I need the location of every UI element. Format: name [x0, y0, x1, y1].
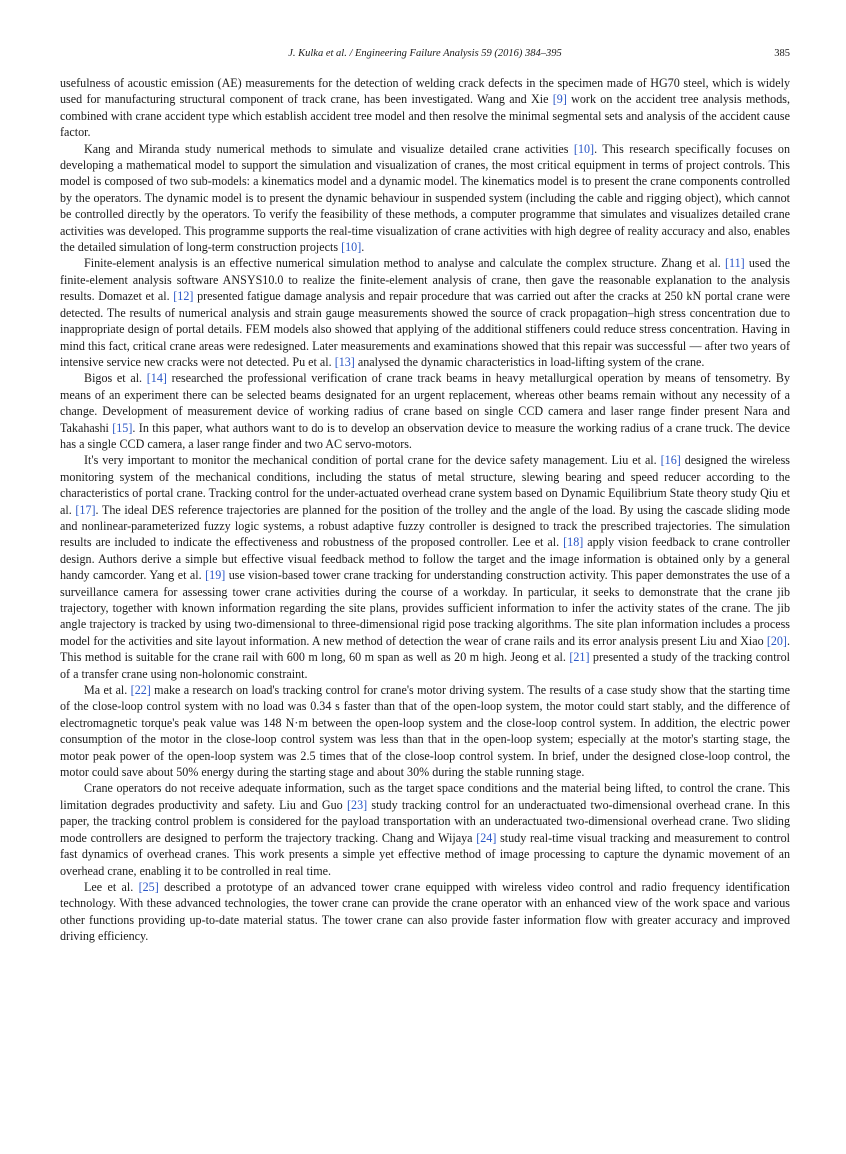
paragraph-text: Kang and Miranda study numerical methods to simulate and visualize detailed crane activities [84, 141, 574, 156]
paragraph-text: . In this paper, what authors want to do is to develop an observation device to measure the working radius of a crane truck. The device has a single CCD camera, a laser range finder and two AC servo-motors. [60, 420, 790, 451]
paragraph-text: analysed the dynamic characteristics in load-lifting system of the crane. [354, 354, 705, 369]
paragraph-text: work on the accident tree analysis methods, combined with crane accident type which establish accident tree model and then resolve the minimal segmental sets and analysis of the accident cause factor. [60, 92, 790, 140]
reference-link[interactable]: [18] [563, 535, 584, 550]
paragraph-text: described a prototype of an advanced tower crane equipped with wireless video control and radio frequency identification technology. With these advanced technologies, the tower crane can provide the crane operator with an enhanced view of the work space and various other functions providing up-to-date material status. The tower crane can also provide faster information flow with greater accuracy and improved driving efficiency. [60, 879, 790, 944]
paragraph-text: . The ideal DES reference trajectories are planned for the position of the trolley and the angle of the load. By using the cascade sliding mode and nonlinear-parameterized fuzzy logic systems, a robust adaptive fuzzy controller is designed to track the prescribed trajectories. The simulation results are included to indicate the effectiveness and robustness of the proposed controller. Lee et al. [60, 502, 790, 550]
paragraph-text: researched the professional verification of crane track beams in heavy metallurgical operation by means of tensometry. By means of an experiment there can be selected beams designated for an urgent replacement, whereas other beams remain without any necessity of a change. Development of measurement device of working radius of crane based on single CCD camera and laser range finder present Nara and Takahashi [60, 371, 790, 435]
reference-link[interactable]: [15] [112, 420, 133, 435]
body-paragraph [60, 780, 790, 878]
reference-link[interactable]: [24] [476, 830, 497, 845]
paragraph-text: used the finite-element analysis software ANSYS10.0 to realize the finite-element analysis of crane, then gave the reasonable explanation to the analysis results. Domazet et al. [60, 256, 790, 304]
reference-link[interactable]: [20] [766, 633, 787, 648]
body-paragraph [60, 682, 790, 780]
reference-link[interactable]: [17] [75, 502, 96, 517]
reference-link[interactable]: [13] [334, 354, 355, 369]
paragraph-text: Lee et al. [84, 879, 139, 894]
reference-link[interactable]: [21] [569, 650, 590, 665]
paragraph-text: study real-time visual tracking and measurement to control fast dynamics of overhead cranes. This work presents a simple yet effective method of image processing to capture the dynamic movement of an overhead crane, enabling it to be controlled in real time. [60, 830, 790, 878]
running-head [60, 48, 790, 64]
reference-link[interactable]: [11] [725, 256, 745, 271]
reference-link[interactable]: [25] [138, 879, 159, 894]
paragraph-text: use vision-based tower crane tracking for understanding construction activity. This paper demonstrates the use of a surveillance camera for assessing tower crane activities during the course of a workday. In particular, it seeks to demonstrate that the crane jib trajectory, together with known information regarding the site plans, provides sufficient information to infer the activity states of the crane. The jib angle trajectory is tracked by using two-dimensional to three-dimensional rigid pose tracking algorithms. The site plan information includes a process model for the activities and site layout information. A new method of detection the wear of crane rails and its error analysis present Liu and Xiao [60, 568, 790, 648]
body-paragraph [60, 879, 790, 945]
body-paragraph [60, 255, 790, 370]
reference-link[interactable]: [12] [173, 289, 194, 304]
paragraph-text: . [361, 240, 365, 255]
reference-link[interactable]: [10] [341, 240, 362, 255]
paragraph-text: It's very important to monitor the mechanical condition of portal crane for the device safety management. Liu et al. [84, 453, 661, 468]
page-number: 385 [774, 48, 790, 59]
paragraph-text: Bigos et al. [84, 371, 147, 386]
journal-citation: J. Kulka et al. / Engineering Failure Analysis 59 (2016) 384–395 [288, 48, 562, 59]
paragraph-text: Finite-element analysis is an effective numerical simulation method to analyse and calculate the complex structure. Zhang et al. [84, 256, 725, 271]
reference-link[interactable]: [22] [130, 683, 151, 698]
body-paragraph [60, 370, 790, 452]
reference-link[interactable]: [10] [573, 141, 595, 156]
body-paragraph [60, 141, 790, 256]
body-paragraph [60, 75, 790, 141]
paragraph-text: Ma et al. [84, 683, 131, 698]
paragraph-text: study tracking control for an underactuated two-dimensional overhead crane. In this paper, the tracking control problem is considered for the payload transportation with an underactuated two-dimensional overhead crane. Two sliding mode controllers are designed to perform the trajectory tracking. Chang and Wijaya [60, 797, 790, 845]
reference-link[interactable]: [9] [552, 92, 567, 107]
paragraph-text: presented fatigue damage analysis and repair procedure that was carried out after the cracks at 250 kN portal crane were detected. The results of numerical analysis and strain gauge measurements showed the source of crack propagation–high stress concentration due to inappropriate design of portal details. FEM models also showed that applying of the additional stiffeners could reduce stress concentration. Having in mind this fact, critical crane areas were redesigned. Later measurements and examinations showed that this repair was successful — after two years of intensive service new cracks were not detected. Pu et al. [60, 289, 790, 369]
paragraph-text: presented a study of the tracking control of a transfer crane using non-holonomic constraint. [60, 650, 790, 681]
reference-link[interactable]: [16] [660, 453, 681, 468]
paragraph-text: Crane operators do not receive adequate information, such as the target space conditions and the material being lifted, to control the crane. This limitation degrades productivity and safety. Liu and Guo [60, 781, 790, 812]
reference-link[interactable]: [14] [146, 371, 167, 386]
paragraph-text: designed the wireless monitoring system of the mechanical conditions, including the status of metal structure, slewing bearing and speed reducer according to the characteristics of portal crane. Tracking control for the under-actuated overhead crane system based on Dynamic Equilibrium State theory study Qiu et al. [60, 453, 790, 517]
paragraph-text: . This method is suitable for the crane rail with 600 m long, 60 m span as well as 20 m high. Jeong et al. [60, 633, 790, 665]
reference-link[interactable]: [23] [347, 797, 368, 812]
page [60, 48, 790, 945]
paragraph-text: . This research specifically focuses on developing a mathematical model to support the simulation and visualization of cranes, the most critical equipment in terms of project controls. This model is composed of two sub-models: a kinematics model and a dynamic model. The kinematics model is to present the crane components controlled by the operators. The dynamic model is to present the dynamic behaviour in suspended system (including the cable and rigging object), which cannot be controlled directly by the operators. To verify the feasibility of these methods, a computer programme that simulates and visualizes detailed crane activities was developed. This programme supports the real-time visualization of crane activities with high degree of reality accuracy and also, enables the detailed simulation of long-term construction projects [60, 141, 790, 255]
paragraph-text: make a research on load's tracking control for crane's motor driving system. The results of a case study show that the starting time of the close-loop control system with no load was 0.34 s faster than that of the open-loop system, the motor could start stably, and the difference of electromagnetic torque's peak value was 148 N·m between the open-loop system and the close-loop control system. In addition, the electric power consumption of the motor in the close-loop control system was less than that in the open-loop system; especially at the motor's starting stage, the motor peak power of the open-loop system was 2.5 times that of the close-loop control system. In brief, under the designed close-loop control, the motor could save about 50% energy during the starting stage and about 30% during the stable running stage. [60, 683, 790, 780]
article-body [60, 75, 790, 945]
paragraph-text: usefulness of acoustic emission (AE) measurements for the detection of welding crack defects in the specimen made of HG70 steel, which is widely used for manufacturing structural component of track crane, has been investigated. Wang and Xie [60, 76, 790, 107]
reference-link[interactable]: [19] [205, 568, 226, 583]
body-paragraph [60, 452, 790, 682]
paragraph-text: apply vision feedback to crane controller design. Authors derive a simple but effective visual feedback method to follow the target and the image information is obtained only by a general handy camcorder. Yang et al. [60, 535, 790, 583]
